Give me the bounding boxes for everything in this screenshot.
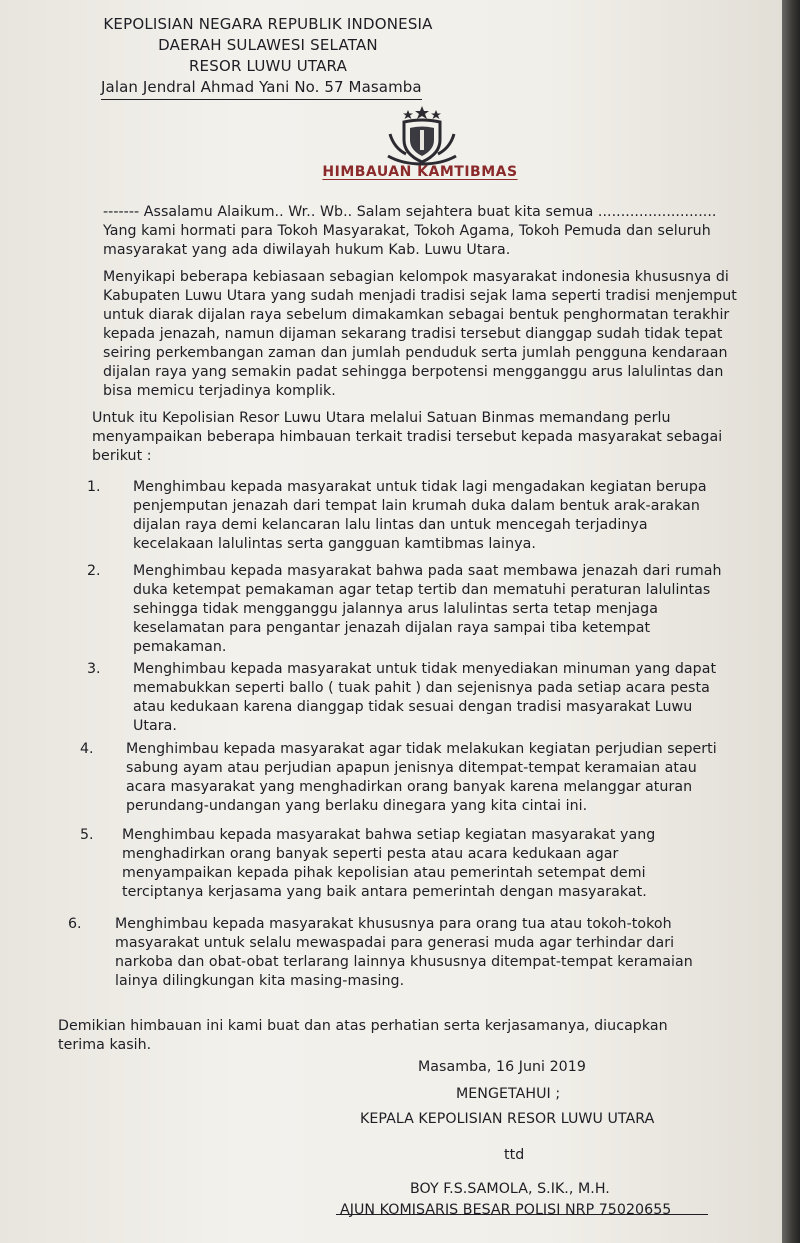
greeting-line-3: masyarakat yang ada diwilayah hukum Kab. Luwu Utara. bbox=[103, 242, 511, 258]
list-item-number: 6. bbox=[68, 916, 82, 932]
paragraph-line: Untuk itu Kepolisian Resor Luwu Utara melalui Satuan Binmas memandang perlu bbox=[92, 410, 671, 426]
list-item-line: duka ketempat pemakaman agar tetap tertib dan mematuhi peraturan lalulintas bbox=[133, 582, 711, 598]
letterhead-line-3: RESOR LUWU UTARA bbox=[188, 57, 348, 75]
list-item-line: masyarakat untuk selalu mewaspadai para generasi muda agar terhindar dari bbox=[115, 935, 675, 951]
list-item-line: keselamatan para pengantar jenazah dijalan raya sampai tiba ketempat bbox=[133, 620, 651, 636]
letterhead bbox=[98, 14, 438, 77]
list-item-line: memabukkan seperti ballo ( tuak pahit ) dan sejenisnya pada setiap acara pesta bbox=[133, 680, 710, 696]
paragraph-line: dijalan raya yang semakin padat sehingga berpotensi mengganggu arus lalulintas dan bbox=[103, 364, 724, 380]
acknowledge-label: MENGETAHUI ; bbox=[456, 1086, 561, 1102]
paragraph-line: berikut : bbox=[92, 448, 152, 464]
list-item-line: Utara. bbox=[133, 718, 177, 734]
letterhead-address: Jalan Jendral Ahmad Yani No. 57 Masamba bbox=[101, 77, 422, 100]
list-item-line: atau kedukaan karena dianggap tidak sesuai dengan tradisi masyarakat Luwu bbox=[133, 699, 693, 715]
paragraph-line: untuk diarak dijalan raya sebelum dimakamkan sebagai bentuk penghormatan terakhir bbox=[103, 307, 730, 323]
list-item-line: Menghimbau kepada masyarakat untuk tidak menyediakan minuman yang dapat bbox=[133, 661, 717, 677]
list-item-line: penjemputan jenazah dari tempat lain krumah duka dalam bentuk arak-arakan bbox=[133, 498, 700, 514]
list-item-line: terciptanya kerjasama yang baik antara pemerintah dengan masyarakat. bbox=[122, 884, 647, 900]
list-item-line: kecelakaan lalulintas serta gangguan kamtibmas lainya. bbox=[133, 536, 536, 552]
closing-line: terima kasih. bbox=[58, 1037, 152, 1053]
signatory-name: BOY F.S.SAMOLA, S.IK., M.H. bbox=[410, 1181, 610, 1197]
list-item-number: 2. bbox=[87, 563, 101, 579]
letterhead-line-1: KEPOLISIAN NEGARA REPUBLIK INDONESIA bbox=[103, 15, 433, 33]
list-item-line: perundang-undangan yang berlaku dinegara yang kita cintai ini. bbox=[126, 798, 588, 814]
paragraph-line: menyampaikan beberapa himbauan terkait tradisi tersebut kepada masyarakat sebagai bbox=[92, 429, 723, 445]
list-item-line: sehingga tidak mengganggu jalannya arus lalulintas serta tetap menjaga bbox=[133, 601, 658, 617]
list-item-line: Menghimbau kepada masyarakat bahwa pada saat membawa jenazah dari rumah bbox=[133, 563, 722, 579]
list-item-number: 5. bbox=[80, 827, 94, 843]
greeting-line-2: Yang kami hormati para Tokoh Masyarakat, Tokoh Agama, Tokoh Pemuda dan seluruh bbox=[103, 223, 711, 239]
list-item-line: dijalan raya demi kelancaran lalu lintas dan untuk mencegah terjadinya bbox=[133, 517, 648, 533]
list-item-line: acara masyarakat yang menghadirkan orang banyak karena melanggar aturan bbox=[126, 779, 693, 795]
list-item-line: narkoba dan obat-obat terlarang lainnya khususnya ditempat-tempat keramaian bbox=[115, 954, 693, 970]
list-item-line: lainya dilingkungan kita masing-masing. bbox=[115, 973, 405, 989]
list-item-number: 1. bbox=[87, 479, 101, 495]
closing-line: Demikian himbauan ini kami buat dan atas perhatian serta kerjasamanya, diucapkan bbox=[58, 1018, 668, 1034]
paragraph-line: seiring perkembangan zaman dan jumlah penduduk serta jumlah pengguna kendaraan bbox=[103, 345, 728, 361]
paragraph-line: Menyikapi beberapa kebiasaan sebagian kelompok masyarakat indonesia khususnya di bbox=[103, 269, 729, 285]
document-title: HIMBAUAN KAMTIBMAS bbox=[322, 164, 518, 180]
list-item-line: menyampaikan kepada pihak kepolisian atau pemerintah setempat demi bbox=[122, 865, 646, 881]
signatory-position: KEPALA KEPOLISIAN RESOR LUWU UTARA bbox=[360, 1111, 655, 1127]
letterhead-line-2: DAERAH SULAWESI SELATAN bbox=[158, 36, 378, 54]
list-item-line: Menghimbau kepada masyarakat khususnya para orang tua atau tokoh-tokoh bbox=[115, 916, 672, 932]
list-item-number: 4. bbox=[80, 741, 94, 757]
list-item-line: Menghimbau kepada masyarakat bahwa setiap kegiatan masyarakat yang bbox=[122, 827, 656, 843]
list-item-number: 3. bbox=[87, 661, 101, 677]
list-item-line: pemakaman. bbox=[133, 639, 227, 655]
paragraph-line: Kabupaten Luwu Utara yang sudah menjadi tradisi sejak lama seperti tradisi menjemput bbox=[103, 288, 737, 304]
police-emblem-icon bbox=[382, 104, 462, 166]
list-item-line: sabung ayam atau perjudian apapun jenisnya ditempat-tempat keramaian atau bbox=[126, 760, 697, 776]
photo-edge-shadow bbox=[782, 0, 800, 1243]
list-item-line: menghadirkan orang banyak seperti pesta atau acara kedukaan agar bbox=[122, 846, 619, 862]
list-item-line: Menghimbau kepada masyarakat untuk tidak lagi mengadakan kegiatan berupa bbox=[133, 479, 707, 495]
greeting-line-1: ------- Assalamu Alaikum.. Wr.. Wb.. Salam sejahtera buat kita semua .......................... bbox=[103, 204, 717, 220]
list-item-line: Menghimbau kepada masyarakat agar tidak melakukan kegiatan perjudian seperti bbox=[126, 741, 717, 757]
signed-mark: ttd bbox=[504, 1147, 525, 1163]
place-date: Masamba, 16 Juni 2019 bbox=[418, 1059, 586, 1075]
paragraph-line: kepada jenazah, namun dijaman sekarang tradisi tersebut dianggap sudah tidak tepat bbox=[103, 326, 723, 342]
paragraph-line: bisa memicu terjadinya komplik. bbox=[103, 383, 336, 399]
signatory-rank: AJUN KOMISARIS BESAR POLISI NRP 75020655 bbox=[340, 1202, 672, 1218]
